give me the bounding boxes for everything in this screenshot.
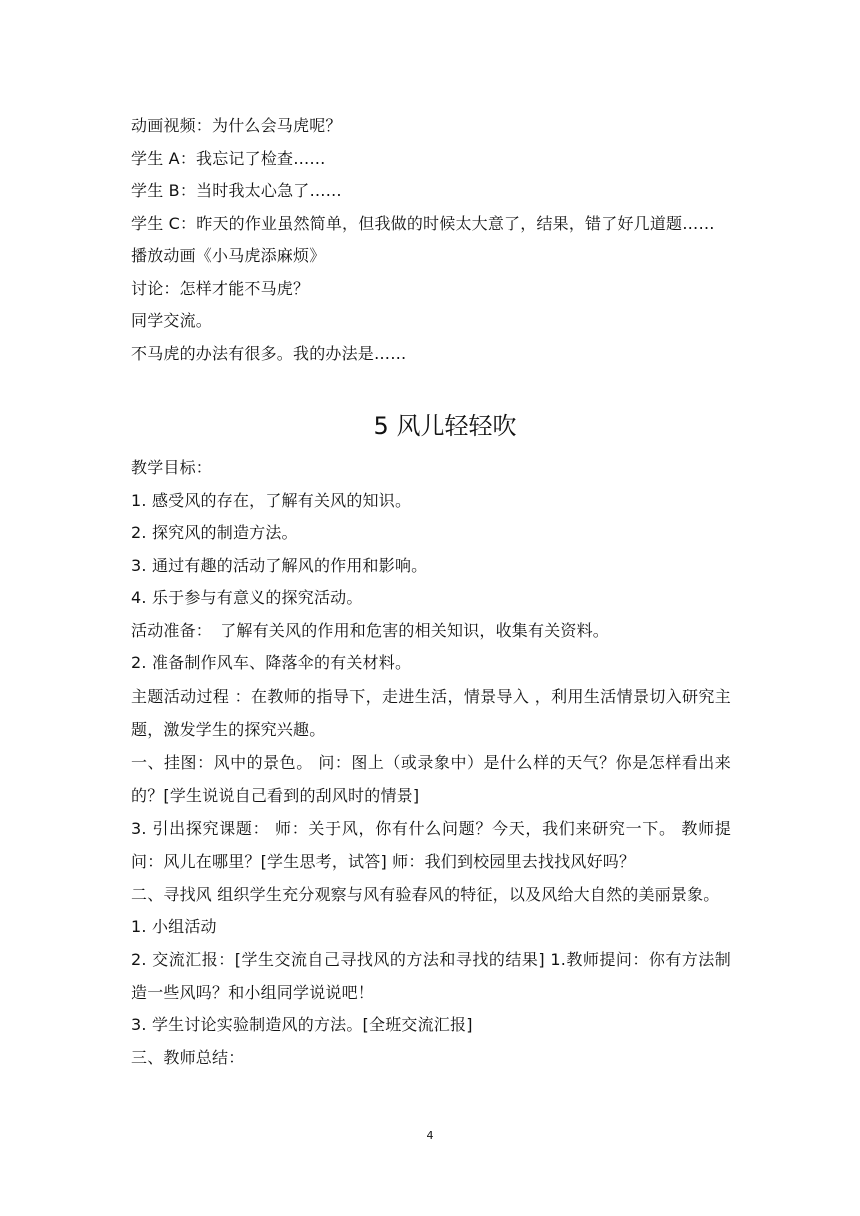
- dialogue-line: 动画视频：为什么会马虎呢？: [131, 116, 342, 135]
- dialogue-line: 学生 C：昨天的作业虽然简单，但我做的时候太大意了，结果，错了好几道题……: [131, 213, 715, 233]
- process-paragraph: 主题活动过程 ：在教师的指导下，走进生活，情景导入 ，利用生活情景切入研究主题，激发学生的探究兴趣。: [131, 686, 731, 739]
- goal-item: 1. 感受风的存在，了解有关风的知识。: [131, 490, 412, 510]
- dialogue-line: 不马虎的办法有很多。我的办法是……: [131, 343, 407, 363]
- page-content: [131, 110, 731, 1074]
- preparation-line: 2. 准备制作风车、降落伞的有关材料。: [131, 653, 412, 672]
- activity-item: 3. 学生讨论实验制造风的方法。[全班交流汇报]: [131, 1015, 473, 1034]
- page-number: 4: [426, 1129, 434, 1142]
- goals-heading: 教学目标：: [131, 458, 213, 477]
- goal-item: 4. 乐于参与有意义的探究活动。: [131, 588, 363, 607]
- summary-heading: 三、教师总结：: [131, 1047, 245, 1067]
- dialogue-line: 讨论：怎样才能不马虎？: [131, 278, 310, 298]
- activity-item: 1. 小组活动: [131, 916, 217, 936]
- dialogue-line: 学生 A：我忘记了检查……: [131, 148, 326, 168]
- section-title: 5 风儿轻轻吹: [373, 412, 517, 440]
- step-paragraph: 一、挂图：风中的景色。 问：图上（或录象中）是什么样的天气？你是怎样看出来的？[学生说说自己看到的刮风时的情景]: [131, 752, 731, 805]
- dialogue-line: 播放动画《小马虎添麻烦》: [131, 246, 326, 265]
- goal-item: 2. 探究风的制造方法。: [131, 523, 298, 542]
- preparation-line: 活动准备： 了解有关风的作用和危害的相关知识，收集有关资料。: [131, 620, 610, 640]
- step-paragraph: 3. 引出探究课题： 师：关于风，你有什么问题？今天，我们来研究一下。 教师提问：风儿在哪里？[学生思考，试答] 师：我们到校园里去找找风好吗？: [131, 818, 731, 871]
- goal-item: 3. 通过有趣的活动了解风的作用和影响。: [131, 555, 428, 575]
- section-spacer: [131, 370, 731, 406]
- step-paragraph: 二、寻找风 组织学生充分观察与风有验春风的特征，以及风给大自然的美丽景象。: [131, 884, 720, 904]
- dialogue-line: 学生 B：当时我太心急了……: [131, 181, 342, 200]
- dialogue-line: 同学交流。: [131, 311, 213, 330]
- activity-item: 2. 交流汇报：[学生交流自己寻找风的方法和寻找的结果] 1.教师提问：你有方法制造一些风吗？和小组同学说说吧！: [131, 950, 731, 1002]
